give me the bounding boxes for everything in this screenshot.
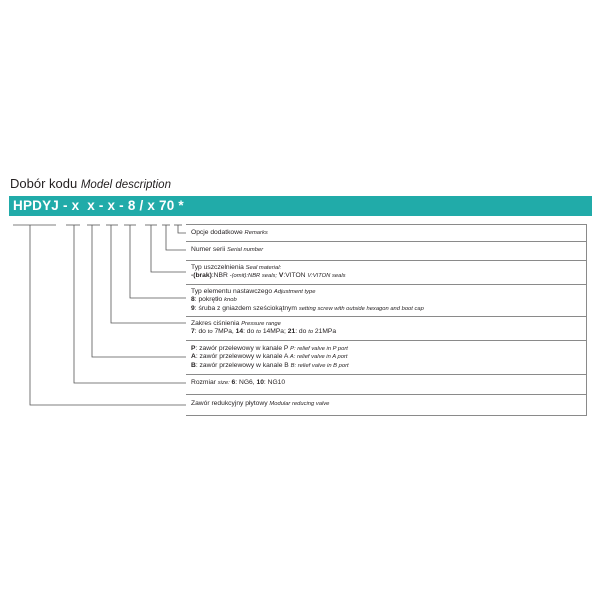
relief-b: : zawór przelewowy w kanale B bbox=[195, 361, 289, 369]
relief-a-en: A: relief valve in A port bbox=[289, 354, 348, 361]
pressure-key-14: 14 bbox=[235, 328, 244, 336]
option-valve-type-pl: Zawór redukcyjny płytowy bbox=[191, 400, 268, 407]
size-ng6: : NG6, bbox=[235, 379, 255, 386]
option-adjustment bbox=[186, 284, 587, 316]
relief-key-a: A bbox=[191, 353, 196, 361]
pressure-14-value: 14MPa; bbox=[262, 328, 286, 336]
seal-nbr: :NBR bbox=[211, 272, 228, 280]
option-adjustment-en: Adjustment type bbox=[273, 289, 316, 295]
size-ng10: : NG10 bbox=[263, 379, 286, 386]
leader-seal bbox=[151, 225, 186, 272]
pressure-21-value: 21MPa bbox=[314, 328, 337, 336]
leader-pressure bbox=[111, 225, 186, 323]
option-pressure bbox=[186, 316, 587, 340]
pressure-21-do: : do bbox=[295, 328, 307, 336]
option-adjustment-pl: Typ elementu nastawczego bbox=[191, 288, 273, 295]
relief-a: : zawór przelewowy w kanale A bbox=[195, 353, 289, 361]
option-remarks bbox=[186, 224, 587, 241]
option-valve-type-en: Modular reducing valve bbox=[269, 401, 330, 407]
pressure-key-21: 21 bbox=[287, 328, 296, 336]
option-seal bbox=[186, 260, 587, 284]
option-serial-en: Serial number bbox=[227, 247, 264, 253]
option-valve-type bbox=[186, 394, 587, 416]
size-key-10: 10 bbox=[256, 379, 264, 386]
leader-valve bbox=[30, 225, 186, 405]
relief-key-p: P bbox=[191, 345, 196, 352]
option-size-pl: Rozmiar bbox=[191, 379, 216, 386]
option-seal-pl: Typ uszczelnienia bbox=[191, 264, 244, 271]
option-relief-valve bbox=[186, 340, 587, 374]
adjust-key-8: 8 bbox=[191, 296, 195, 304]
adjust-key-9: 9 bbox=[191, 304, 195, 312]
option-remarks-pl: Opcje dodatkowe bbox=[191, 229, 243, 236]
pressure-7-value: 7MPa, bbox=[214, 328, 234, 336]
option-seal-en: Seal material: bbox=[245, 265, 282, 271]
leader-serial bbox=[166, 225, 186, 250]
title-polish: Dobór kodu bbox=[10, 176, 78, 191]
adjust-screw-en: setting screw with outside hexagon and boot cap bbox=[298, 305, 424, 312]
adjust-knob: : pokrętło bbox=[194, 296, 223, 304]
pressure-14-do: : do bbox=[243, 328, 255, 336]
option-size-en: size: bbox=[217, 380, 230, 386]
seal-viton-en: V:VITON seals bbox=[307, 273, 346, 280]
seal-key-none: -(brak) bbox=[191, 272, 212, 280]
pressure-7-to: to bbox=[207, 329, 213, 336]
relief-b-en: B: relief valve in B port bbox=[290, 362, 349, 369]
leader-adjustment bbox=[130, 225, 186, 298]
relief-p-en: P: relief valve in P port bbox=[290, 346, 348, 352]
adjust-screw: : śruba z gniazdem sześciokątnym bbox=[194, 304, 297, 312]
relief-key-b: B bbox=[191, 361, 196, 369]
leader-remarks bbox=[178, 225, 186, 233]
relief-p: : zawór przelewowy w kanale P bbox=[195, 345, 289, 352]
adjust-knob-en: knob bbox=[224, 297, 237, 304]
seal-nbr-en: -(omit):NBR seals; bbox=[229, 273, 278, 280]
leader-relief bbox=[92, 225, 186, 357]
pressure-7-do: : do bbox=[194, 328, 206, 336]
option-serial-pl: Numer serii bbox=[191, 246, 226, 253]
size-key-6: 6 bbox=[231, 379, 236, 386]
option-pressure-en: Pressure range bbox=[241, 321, 281, 327]
model-code: HPDYJ - x x - x - 8 / x 70 * bbox=[13, 198, 184, 213]
seal-viton: :VITON bbox=[283, 272, 306, 280]
title-english: Model description bbox=[80, 179, 171, 191]
pressure-21-to: to bbox=[308, 329, 314, 336]
seal-key-v: V bbox=[278, 272, 284, 280]
option-serial bbox=[186, 241, 587, 260]
option-pressure-pl: Zakres ciśnienia bbox=[191, 320, 240, 327]
pressure-14-to: to bbox=[256, 329, 261, 336]
option-remarks-en: Remarks bbox=[244, 230, 268, 236]
pressure-key-7: 7 bbox=[191, 328, 195, 336]
option-size bbox=[186, 374, 587, 394]
